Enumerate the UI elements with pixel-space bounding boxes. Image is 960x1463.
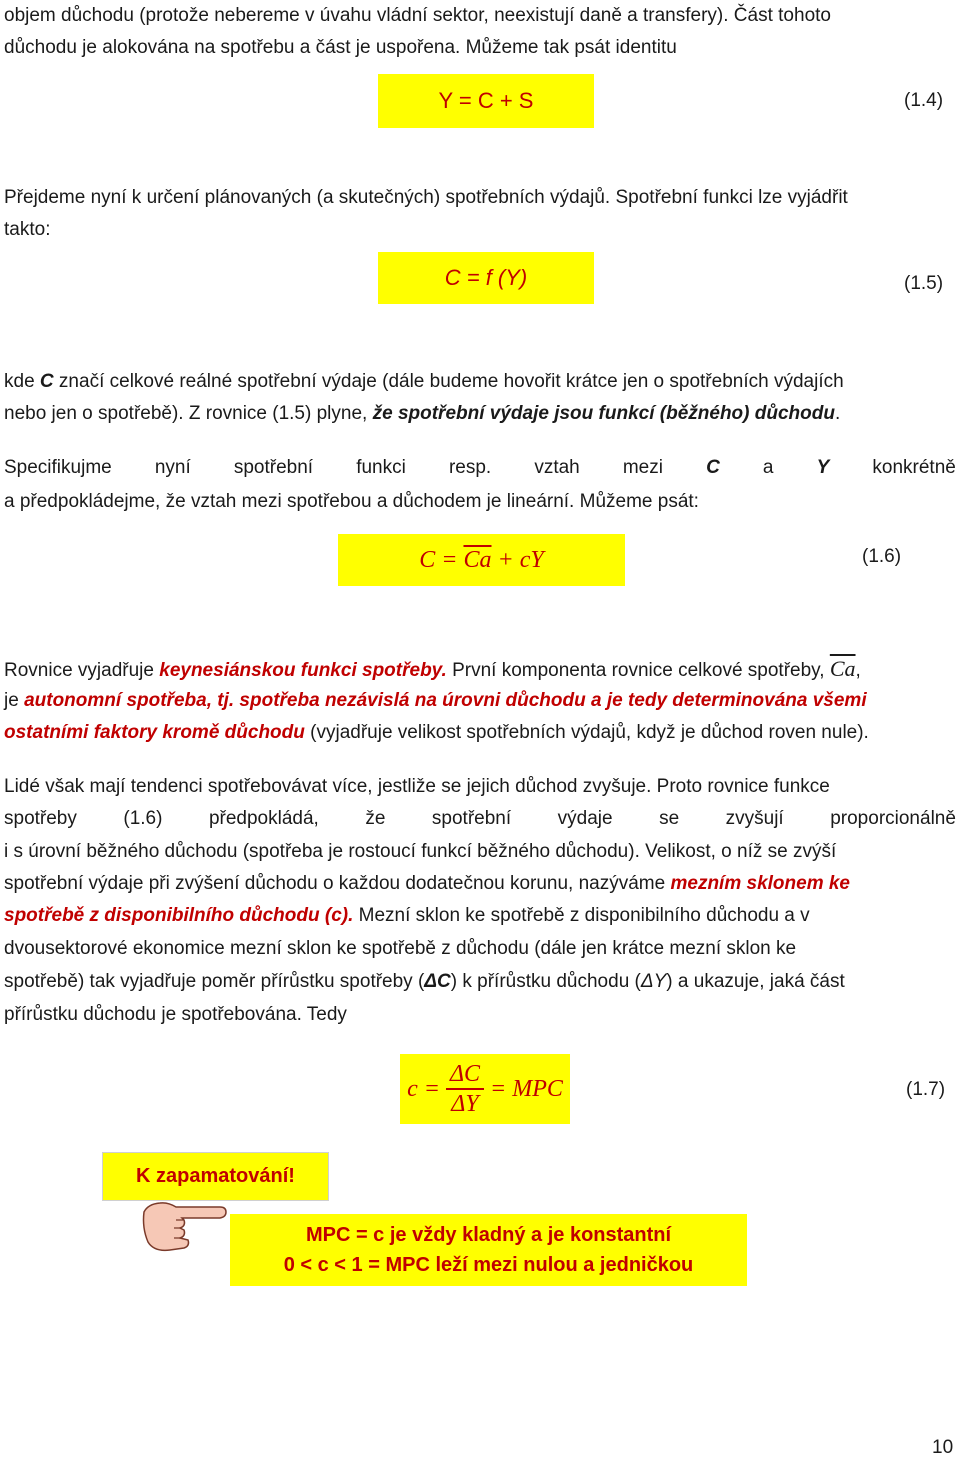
text: spotřební výdaje při zvýšení důchodu o každou dodatečnou korunu, nazýváme: [4, 873, 671, 894]
delta-y: ΔY: [640, 971, 667, 992]
page-number: 10: [932, 1437, 954, 1458]
equation-box-1-6: [338, 534, 625, 586]
word: resp.: [448, 457, 492, 478]
text: (vyjadřuje velikost spotřebních výdajů, když je důchod roven nule).: [304, 722, 869, 743]
fraction: [446, 1060, 484, 1118]
word: spotřební: [233, 457, 314, 478]
word: konkrétně: [872, 457, 956, 478]
text: ) a ukazuje, jaká část: [666, 971, 845, 992]
equation-number: (1.4): [904, 90, 944, 111]
text-line: i s úrovní běžného důchodu (spotřeba je rostoucí funkcí běžného důchodu). Velikost, o níž se zvýší: [4, 841, 837, 862]
equation-rhs: = MPC: [490, 1075, 563, 1102]
symbol-y: Y: [816, 457, 830, 478]
text-line: přírůstku důchodu je spotřebována. Tedy: [4, 1004, 347, 1025]
fraction-denominator: ΔY: [451, 1091, 479, 1117]
mpc-line-2: 0 < c < 1 = MPC leží mezi nulou a jedničkou: [283, 1254, 694, 1276]
key-term: ostatními faktory kromě důchodu: [4, 722, 305, 743]
text-line: [4, 657, 861, 683]
text: Rovnice vyjadřuje: [4, 660, 160, 681]
text-line: [4, 872, 850, 896]
text: značí celkové reálné spotřební výdaje (dále budeme hovořit krátce jen o spotřebních výdajích: [53, 371, 844, 392]
word: proporcionálně: [830, 808, 956, 829]
equation-lhs: c =: [407, 1075, 440, 1102]
autonomous-consumption: $\overline{Ca}$: [463, 546, 492, 573]
text-line: Lidé však mají tendenci spotřebovávat více, jestliže se jejich důchod zvyšuje. Proto rovnice funkce: [4, 776, 830, 797]
symbol-c: C: [706, 457, 720, 478]
word: zvyšují: [725, 808, 784, 829]
delta-c: ΔC: [424, 971, 451, 992]
key-term: mezním sklonem ke: [670, 873, 851, 894]
key-term: autonomní spotřeba, tj.: [24, 690, 235, 711]
text-line: [4, 402, 840, 426]
autonomous-consumption: $\overline{Ca}$: [829, 656, 856, 681]
text-line: dvousektorové ekonomice mezní sklon ke spotřebě z důchodu (dále jen krátce mezní sklon ke: [4, 938, 797, 959]
word: funkci: [356, 457, 406, 478]
pointing-hand-icon: [140, 1198, 228, 1254]
equation-rhs: + cY: [491, 546, 544, 573]
equation-box-1-7: [400, 1054, 570, 1124]
text: je: [4, 690, 25, 711]
text: nebo jen o spotřebě). Z rovnice (1.5) plyne,: [4, 403, 373, 424]
text-line: [4, 970, 845, 994]
text: První komponenta rovnice celkové spotřeby,: [446, 660, 830, 681]
equation-1-7: [407, 1060, 563, 1118]
word: mezi: [622, 457, 663, 478]
key-term: spotřebě z disponibilního důchodu (c).: [4, 905, 354, 926]
text: .: [834, 403, 841, 424]
mpc-summary-box: [230, 1214, 747, 1286]
word: že: [365, 808, 386, 829]
fraction-numerator: ΔC: [446, 1060, 484, 1090]
word: předpokládá,: [208, 808, 319, 829]
justified-line: [4, 807, 956, 831]
text-line: objem důchodu (protože nebereme v úvahu vládní sektor, neexistují daně a transfery). Část tohoto: [4, 5, 831, 26]
equation-1-4: Y = C + S: [438, 88, 534, 113]
equation-number: (1.7): [906, 1079, 946, 1100]
remember-box: [102, 1152, 329, 1201]
justified-line: [4, 456, 956, 480]
word: nyní: [154, 457, 191, 478]
word: se: [659, 808, 680, 829]
text: Mezní sklon ke spotřebě z disponibilního důchodu a v: [353, 905, 810, 926]
text-line: Přejdeme nyní k určení plánovaných (a skutečných) spotřebních výdajů. Spotřební funkci lze vyjádřit: [4, 187, 848, 208]
equation-number: (1.5): [904, 273, 944, 294]
text: kde: [4, 371, 40, 392]
word: Specifikujme: [4, 457, 112, 478]
word: výdaje: [557, 808, 613, 829]
text-line: [4, 904, 810, 928]
symbol-c: C: [39, 371, 54, 392]
mpc-line-1: MPC = c je vždy kladný a je konstantní: [305, 1224, 672, 1246]
word: a: [762, 457, 774, 478]
word: spotřeby: [4, 808, 77, 829]
emphasis: že spotřební výdaje jsou funkcí (běžného) důchodu: [372, 403, 835, 424]
text-line: [4, 721, 869, 745]
equation-number: (1.6): [862, 546, 902, 567]
equation-box-1-4: [378, 74, 594, 128]
word: (1.6): [123, 808, 163, 829]
equation-1-5: C = f (Y): [444, 265, 528, 290]
text: ) k přírůstku důchodu (: [450, 971, 641, 992]
text-line: a předpokládejme, že vztah mezi spotřebou a důchodem je lineární. Můžeme psát:: [4, 491, 699, 512]
remember-label: K zapamatování!: [136, 1165, 295, 1187]
text: ,: [855, 660, 861, 681]
equation-box-1-5: [378, 252, 594, 304]
key-term: keynesiánskou funkci spotřeby.: [159, 660, 447, 681]
equation-lhs: C =: [419, 546, 464, 573]
word: vztah: [534, 457, 580, 478]
text: spotřebě) tak vyjadřuje poměr přírůstku spotřeby (: [4, 971, 425, 992]
key-term: spotřeba nezávislá na úrovni důchodu a je tedy determinována všemi: [234, 690, 867, 711]
equation-1-6: [419, 547, 543, 574]
text-line: [4, 689, 867, 713]
text-line: takto:: [4, 219, 51, 240]
text-line: [4, 370, 844, 394]
word: spotřební: [431, 808, 512, 829]
text-line: důchodu je alokována na spotřebu a část je uspořena. Můžeme tak psát identitu: [4, 37, 677, 58]
